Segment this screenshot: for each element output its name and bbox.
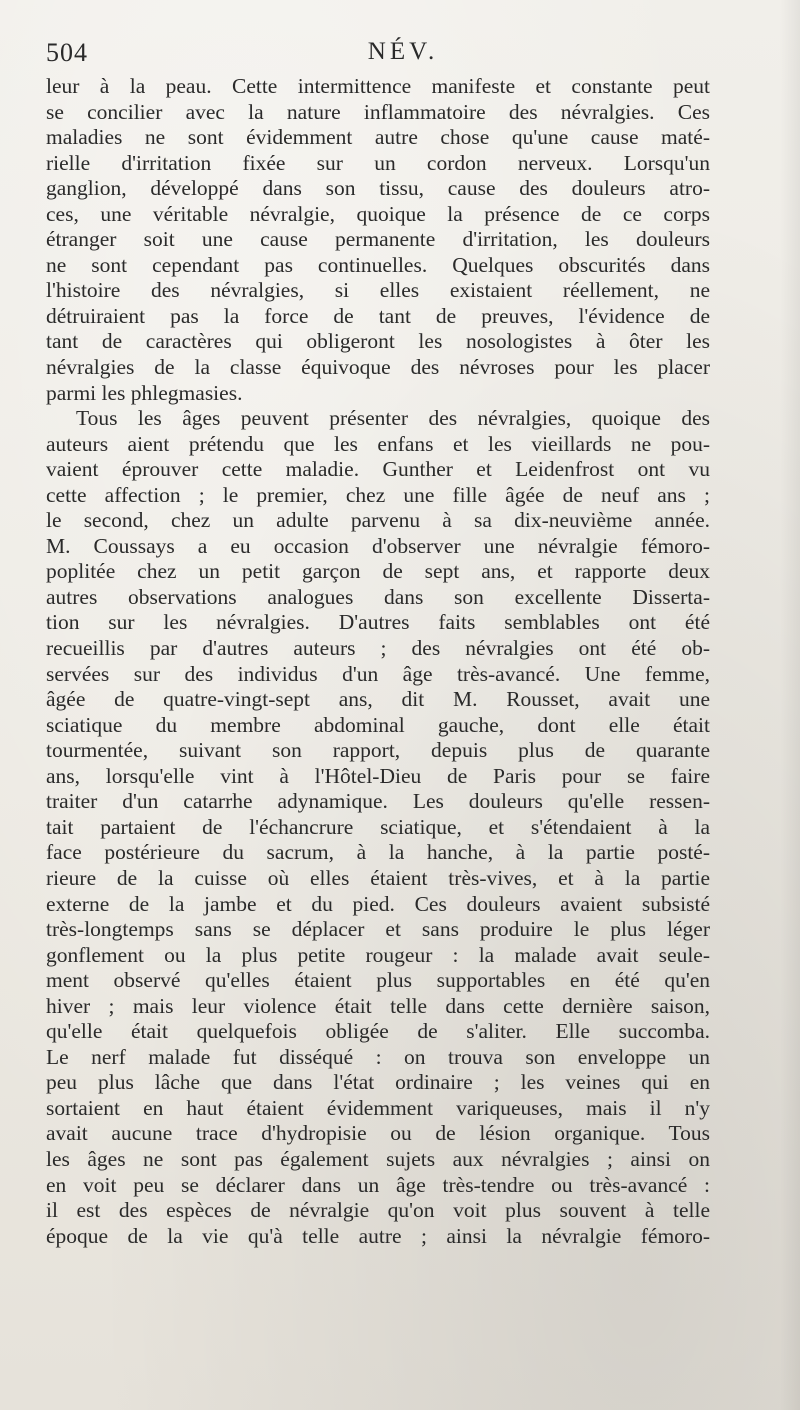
page-number: 504 [46,38,88,67]
text-line: Tous les âges peuvent présenter des névralgies, quoique des [76,406,710,431]
text-line: névralgies de la classe équivoque des névroses pour les placer [46,355,710,380]
text-line: ganglion, développé dans son tissu, cause des douleurs atro- [46,176,710,201]
text-line: âgée de quatre-vingt-sept ans, dit M. Rousset, avait une [46,687,710,712]
text-line: très-longtemps sans se déplacer et sans produire le plus léger [46,917,710,942]
text-line: hiver ; mais leur violence était telle dans cette dernière saison, [46,993,710,1018]
text-line: époque de la vie qu'à telle autre ; ainsi la névralgie fémoro- [46,1223,710,1248]
text-line: tant de caractères qui obligeront les nosologistes à ôter les [46,329,710,354]
text-line: les âges ne sont pas également sujets aux névralgies ; ainsi on [46,1146,710,1171]
text-line: il est des espèces de névralgie qu'on voit plus souvent à telle [46,1198,710,1223]
text-line: tion sur les névralgies. D'autres faits semblables ont été [46,610,710,635]
text-line: leur à la peau. Cette intermittence manifeste et constante peut [46,74,710,98]
page-edge-shadow [780,0,800,1410]
text-line: qu'elle était quelquefois obligée de s'aliter. Elle succomba. [46,1019,710,1044]
text-line: se concilier avec la nature inflammatoire des névralgies. Ces [46,99,710,124]
text-line: maladies ne sont évidemment autre chose qu'une cause maté- [46,125,710,150]
text-line: rieure de la cuisse où elles étaient très-vives, et à la partie [46,865,710,890]
text-line: gonflement ou la plus petite rougeur : la malade avait seule- [46,942,710,967]
text-line: M. Coussays a eu occasion d'observer une névralgie fémoro- [46,533,710,558]
text-line: ne sont cependant pas continuelles. Quelques obscurités dans [46,252,710,277]
text-line: externe de la jambe et du pied. Ces douleurs avaient subsisté [46,891,710,916]
text-line: recueillis par d'autres auteurs ; des névralgies ont été ob- [46,636,710,661]
text-line: autres observations analogues dans son excellente Disserta- [46,584,710,609]
text-line: vaient éprouver cette maladie. Gunther et Leidenfrost ont vu [46,457,710,482]
text-line: ces, une véritable névralgie, quoique la présence de ce corps [46,201,710,226]
text-line: traiter d'un catarrhe adynamique. Les douleurs qu'elle ressen- [46,789,710,814]
text-line: le second, chez un adulte parvenu à sa dix-neuvième année. [46,508,710,533]
text-line: sciatique du membre abdominal gauche, dont elle était [46,712,710,737]
text-line: tourmentée, suivant son rapport, depuis plus de quarante [46,738,710,763]
text-line: rielle d'irritation fixée sur un cordon nerveux. Lorsqu'un [46,150,710,175]
text-line: poplitée chez un petit garçon de sept ans, et rapporte deux [46,559,710,584]
text-line: auteurs aient prétendu que les enfans et les vieillards ne pou- [46,431,710,456]
running-title: NÉV. [367,38,439,65]
text-line: parmi les phlegmasies. [46,380,243,405]
text-line: ment observé qu'elles étaient plus supportables en été qu'en [46,968,710,993]
text-line: avait aucune trace d'hydropisie ou de lésion organique. Tous [46,1121,710,1146]
text-line: cette affection ; le premier, chez une fille âgée de neuf ans ; [46,482,710,507]
text-line: l'histoire des névralgies, si elles existaient réellement, ne [46,278,710,303]
text-line: tait partaient de l'échancrure sciatique, et s'étendaient à la [46,814,710,839]
text-line: servées sur des individus d'un âge très-avancé. Une femme, [46,661,710,686]
page-header [46,38,760,72]
text-line: détruiraient pas la force de tant de preuves, l'évidence de [46,303,710,328]
text-line: en voit peu se déclarer dans un âge très-tendre ou très-avancé : [46,1172,710,1197]
text-line: sortaient en haut étaient évidemment variqueuses, mais il n'y [46,1095,710,1120]
text-line: ans, lorsqu'elle vint à l'Hôtel-Dieu de Paris pour se faire [46,763,710,788]
text-line: étranger soit une cause permanente d'irritation, les douleurs [46,227,710,252]
text-line: peu plus lâche que dans l'état ordinaire ; les veines qui en [46,1070,710,1095]
text-line: Le nerf malade fut disséqué : on trouva son enveloppe un [46,1044,710,1069]
text-body [46,74,710,1249]
text-line: face postérieure du sacrum, à la hanche, à la partie posté- [46,840,710,865]
